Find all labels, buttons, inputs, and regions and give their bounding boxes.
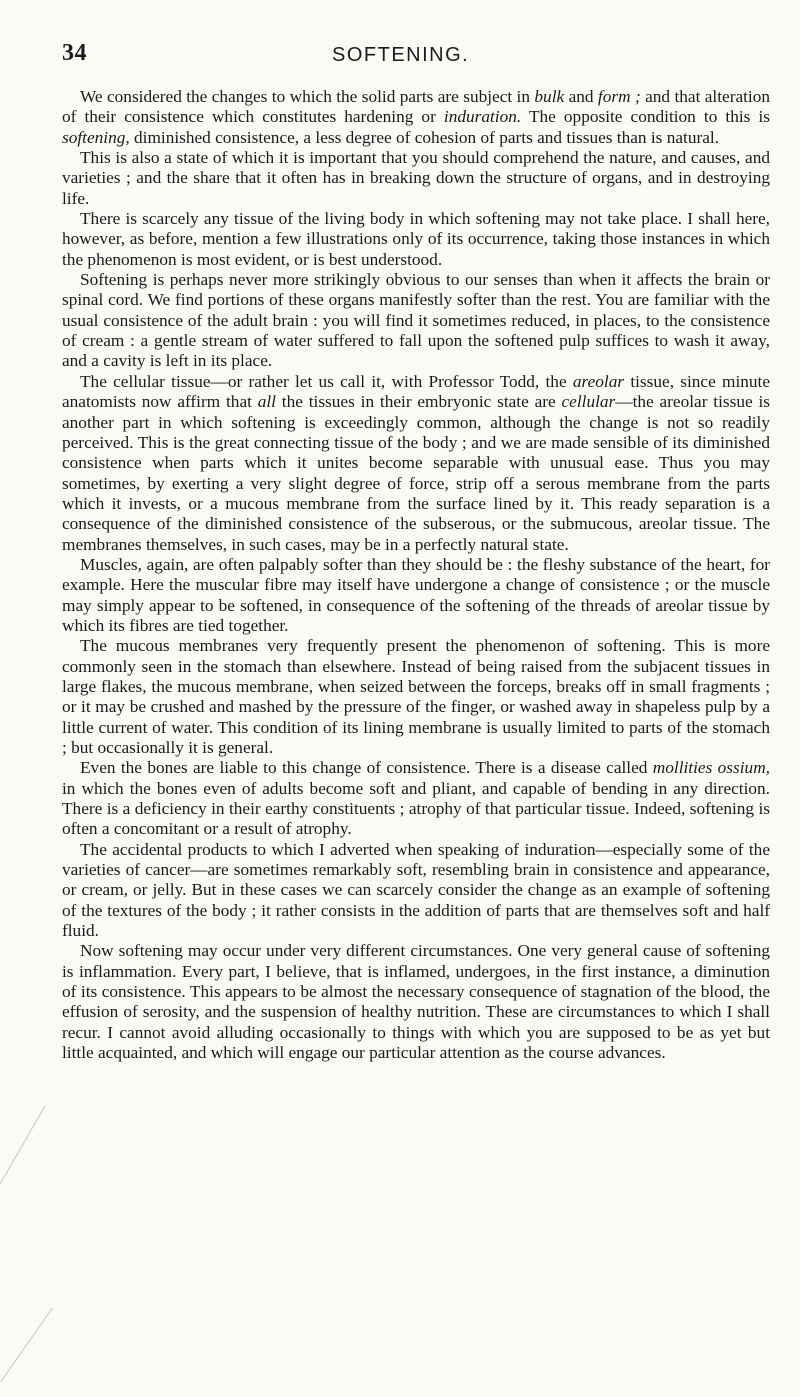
text-run: This is also a state of which it is important that you should comprehend the nature, and causes, and varieties ; and the share that it often has in breaking down the structure of organs, and in destroying life. <box>62 148 770 208</box>
italic-text: softening, <box>62 127 130 147</box>
text-run: tissue, since minute anatomists now affirm that <box>62 371 771 412</box>
italic-text: cellular <box>561 392 616 412</box>
page-header <box>62 40 760 76</box>
running-head: SOFTENING. <box>332 44 470 66</box>
text-run: The accidental products to which I adverted when speaking of induration—especially some of the varieties of cancer—are sometimes remarkably soft, resembling brain in consistence and appearance, or cream, or jelly. But in these cases we can scarcely consider the change as an example of softening of the textures of the body ; it rather consists in the addition of parts that are themselves soft and half fluid. <box>62 839 770 941</box>
text-run: diminished consistence, a less degree of cohesion of parts and tissues than is natural. <box>129 127 720 147</box>
text-run: Muscles, again, are often palpably softer than they should be : the fleshy substance of the heart, for example. Here the muscular fibre may itself have undergone a change of consistence ; or the muscle may simply appear to be softened, in consequence of the softening of the threads of areolar tissue by which its fibres are tied together. <box>62 554 770 635</box>
text-run: Softening is perhaps never more strikingly obvious to our senses than when it affects the brain or spinal cord. We find portions of these organs manifestly softer than the rest. You are familiar with the usual consistence of the adult brain : you will find it sometimes reduced, in places, to the consistence of cream : a gentle stream of water suffered to fall upon the softened pulp suffices to wash it away, and a cavity is left in its place. <box>62 270 770 371</box>
text-run: The mucous membranes very frequently present the phenomenon of softening. This is more commonly seen in the stomach than elsewhere. Instead of being raised from the subjacent tissues in large flakes, the mucous membrane, when seized between the forceps, breaks off in small fragments ; or it may be crushed and mashed by the pressure of the finger, or washed away in shapeless pulp by a little current of water. This condition of its lining membrane is usually limited to parts of the stomach ; but occasionally it is general. <box>62 636 770 757</box>
text-run: There is scarcely any tissue of the living body in which softening may not take place. I shall here, however, as before, mention a few illustrations only of its occurrence, taking those instances in which the phenomenon is most evident, or is best understood. <box>62 209 770 269</box>
text-run: —the areolar tissue is another part in which softening is exceedingly common, although the change is not so readily perceived. This is the great connecting tissue of the body ; and we are made sensible of its diminished consistence when parts which it unites become separable with unusual ease. Thus you may sometimes, by exerting a very slight degree of force, strip off a serous membrane from the parts which it invests, or a mucous membrane from the surface lined by it. This ready separation is a consequence of the diminished consistence of the subserous, or the submucous, areolar tissue. The membranes themselves, in such cases, may be in a perfectly natural state. <box>62 392 770 554</box>
italic-text: mollities ossium, <box>652 758 770 778</box>
text-run: the tissues in their embryonic state are <box>275 392 562 412</box>
paragraph <box>62 372 770 555</box>
text-run: The opposite condition to this is <box>521 107 770 127</box>
page-number: 34 <box>62 40 87 66</box>
text-run: and <box>564 87 598 106</box>
paragraph <box>62 840 770 942</box>
paragraph <box>62 87 770 148</box>
text-run: We considered the changes to which the solid parts are subject in <box>80 87 535 106</box>
paragraph <box>62 758 770 839</box>
paragraph <box>62 636 770 758</box>
text-run: The cellular tissue—or rather let us call it, with Professor Todd, the <box>80 371 573 391</box>
text-run: Even the bones are liable to this change of consistence. There is a disease called <box>80 758 653 778</box>
paragraph <box>62 555 770 636</box>
paragraph <box>62 148 770 209</box>
paragraph <box>62 941 770 1063</box>
italic-text: bulk <box>534 87 565 106</box>
text-run: Now softening may occur under very different circumstances. One very general cause of softening is inflammation. Every part, I believe, that is inflamed, undergoes, in the first instance, a diminution of its consistence. This appears to be almost the necessary consequence of stagnation of the blood, the effusion of serosity, and the suspension of healthy nutrition. These are circumstances to which I shall recur. I cannot avoid alluding occasionally to things with which you are supposed to be as yet but little acquainted, and which will engage our particular attention as the course advances. <box>62 941 770 1063</box>
paragraph <box>62 270 770 372</box>
scan-edge-mark <box>0 1308 52 1382</box>
paragraph <box>62 209 770 270</box>
body-text <box>62 87 770 1064</box>
scan-edge-mark <box>0 1106 45 1184</box>
text-run: and that alteration of their consistence which constitutes hardening or <box>62 87 771 127</box>
italic-text: all <box>257 392 276 412</box>
italic-text: form ; <box>597 87 641 106</box>
italic-text: induration. <box>443 107 522 127</box>
text-run: in which the bones even of adults become soft and pliant, and capable of bending in any direction. There is a deficiency in their earthy constituents ; atrophy of that particular tissue. Indeed, softening is often a concomitant or a result of atrophy. <box>62 778 770 839</box>
italic-text: areolar <box>572 371 625 391</box>
